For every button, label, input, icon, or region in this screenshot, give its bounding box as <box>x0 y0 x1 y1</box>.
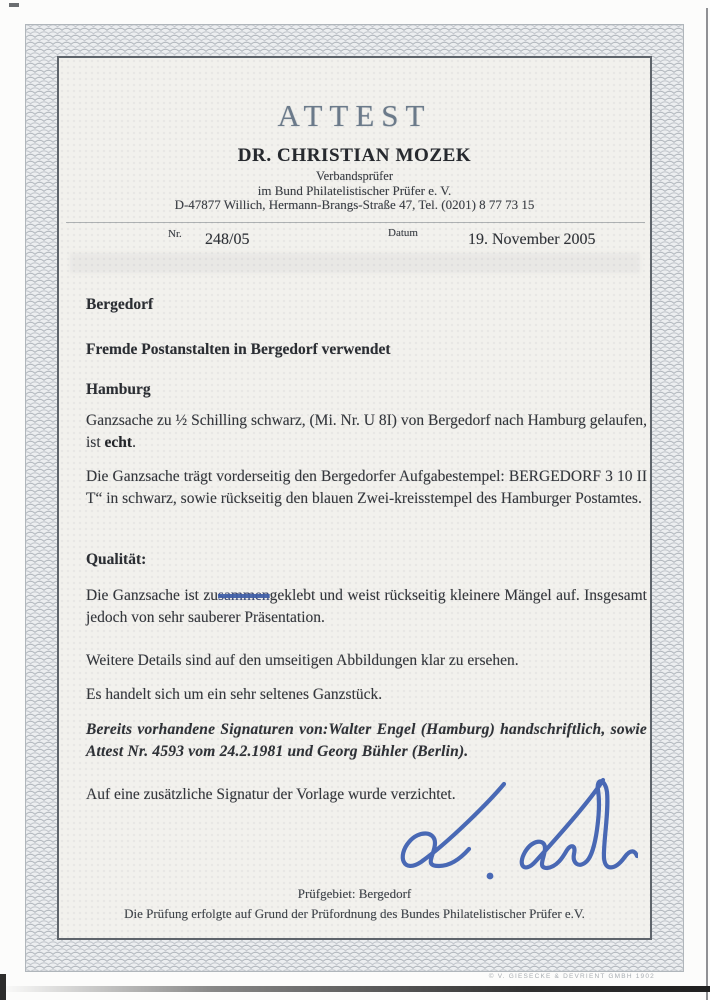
letterhead-divider <box>66 222 645 223</box>
paragraph-postmark-description: Die Ganzsache trägt vorderseitig den Bergedorfer Aufgabestempel: BERGEDORF 3 10 II T“ in schwarz, sowie rückseitig den blauen Zwei-kreisstempel des Hamburger Postamtes. <box>86 468 647 507</box>
genuine-verdict-text: echt <box>104 434 133 451</box>
legal-footer-line: Die Prüfung erfolgte auf Grund der Prüfordnung des Bundes Philatelistischer Prüfer e.V. <box>124 906 585 921</box>
examiner-name: DR. CHRISTIAN MOZEK <box>237 145 472 166</box>
scan-tick-mark <box>9 3 19 7</box>
item-description-period: . <box>132 434 136 451</box>
quality-heading: Qualität: <box>86 551 147 568</box>
item-description-text: Ganzsache zu ½ Schilling schwarz, (Mi. Nr. U 8I) von Bergedorf nach Hamburg gelaufen, ist <box>86 412 647 451</box>
paragraph-prior-signatures: Bereits vorhandene Signaturen von:Walter Engel (Hamburg) handschriftlich, sowie Attest Nr. 4593 vom 24.2.1981 und Georg Bühler (Berlin). <box>86 721 647 760</box>
examiner-address: D-47877 Willich, Hermann-Brangs-Straße 47, Tel. (0201) 8 77 73 15 <box>174 197 535 212</box>
scan-edge-bottom <box>0 986 710 992</box>
paragraph-details-note: Weitere Details sind auf den umseitigen Abbildungen klar zu ersehen. <box>86 652 519 669</box>
quality-text-before-correction: Die Ganzsache ist zu <box>86 587 218 604</box>
heading-collecting-area: Bergedorf <box>86 296 154 313</box>
attest-title: ATTEST <box>277 98 432 133</box>
heading-subject: Fremde Postanstalten in Bergedorf verwendet <box>86 341 391 358</box>
certificate-number-value: 248/05 <box>205 231 250 248</box>
heading-city: Hamburg <box>86 381 151 398</box>
paragraph-signature-waiver: Auf eine zusätzliche Signatur der Vorlage wurde verzichtet. <box>86 786 456 803</box>
scan-edge-corner <box>0 974 6 1000</box>
pruefgebiet-line: Prüfgebiet: Bergedorf <box>297 886 412 901</box>
examiner-signature-ink <box>393 776 638 888</box>
scan-edge-right <box>706 8 708 1000</box>
paragraph-quality-description <box>86 585 647 629</box>
certificate-number-label: Nr. <box>168 228 182 240</box>
scan-smudge-artifact <box>70 253 640 273</box>
paragraph-item-description <box>86 410 647 454</box>
examiner-role: Verbandsprüfer <box>315 169 394 183</box>
paragraph-rarity-note: Es handelt sich um ein sehr seltenes Ganzstück. <box>86 686 383 703</box>
quality-text-after-correction: geklebt und weist rückseitig kleinere Mängel auf. Insgesamt jedoch von sehr sauberer Präsentation. <box>86 587 647 626</box>
examiner-association: im Bund Philatelistischer Prüfer e. V. <box>257 183 452 198</box>
security-printer-credit: © V. GIESECKE & DEVRIENT GMBH 1902 <box>488 973 655 980</box>
certificate-date-value: 19. November 2005 <box>468 231 596 248</box>
ink-struck-word: sammen <box>218 587 270 604</box>
signature-dot <box>487 873 494 880</box>
certificate-date-label: Datum <box>388 227 418 239</box>
